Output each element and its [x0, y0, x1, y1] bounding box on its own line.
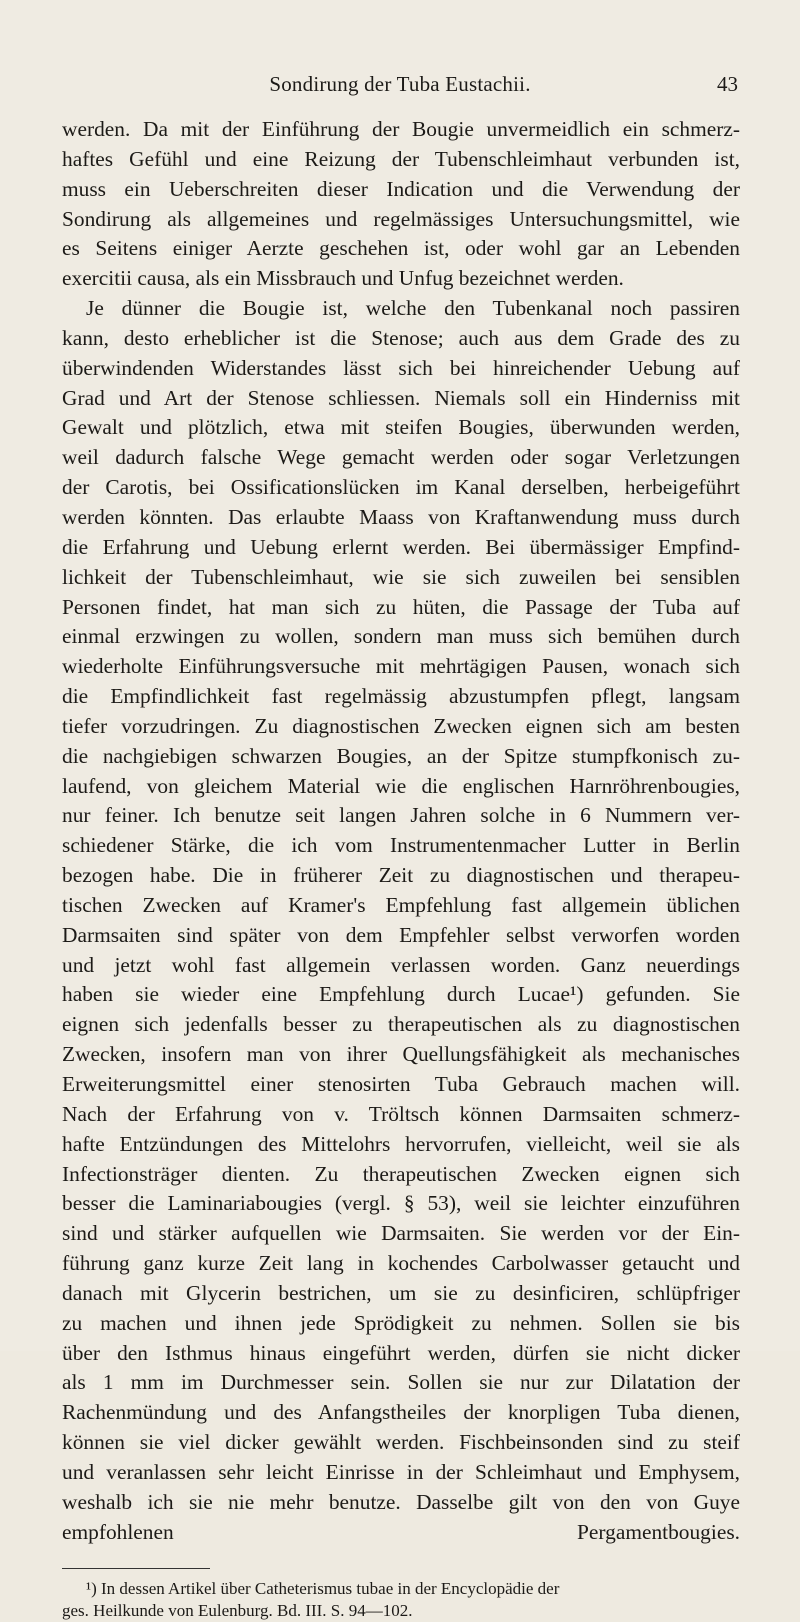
text-line: laufend, von gleichem Material wie die englischen Harnröhrenbougies, — [62, 773, 740, 798]
text-line: es Seitens einiger Aerzte geschehen ist, oder wohl gar an Lebenden — [62, 236, 740, 261]
text-line: haftes Gefühl und eine Reizung der Tubenschleimhaut verbunden ist, — [62, 146, 740, 171]
text-line: tischen Zwecken auf Kramer's Empfehlung fast allgemein üblichen — [62, 892, 740, 917]
text-line: lichkeit der Tubenschleimhaut, wie sie sich zuweilen bei sensiblen — [62, 564, 740, 589]
text-line: Personen findet, hat man sich zu hüten, die Passage der Tuba auf — [62, 594, 740, 619]
text-line: Je dünner die Bougie ist, welche den Tubenkanal noch passiren — [86, 296, 740, 321]
text-line: schiedener Stärke, die ich vom Instrumentenmacher Lutter in Berlin — [62, 833, 740, 858]
text-line: die Erfahrung und Uebung erlernt werden. Bei übermässiger Empfind- — [62, 534, 740, 559]
text-line: sind und stärker aufquellen wie Darmsaiten. Sie werden vor der Ein- — [62, 1221, 740, 1246]
text-line: zu machen und ihnen jede Sprödigkeit zu nehmen. Sollen sie bis — [62, 1310, 740, 1335]
page-number: 43 — [717, 72, 738, 96]
text-line: empfohlenen Pergamentbougies. — [62, 1519, 740, 1544]
text-line: danach mit Glycerin bestrichen, um sie zu desinficiren, schlüpfriger — [62, 1280, 740, 1305]
body-text — [62, 115, 740, 1548]
text-line: Darmsaiten sind später von dem Empfehler selbst verworfen worden — [62, 922, 740, 947]
text-line: und jetzt wohl fast allgemein verlassen worden. Ganz neuerdings — [62, 952, 740, 977]
page-header — [62, 72, 738, 104]
text-line: die nachgiebigen schwarzen Bougies, an der Spitze stumpfkonisch zu- — [62, 743, 740, 768]
text-line: kann, desto erheblicher ist die Stenose; auch aus dem Grade des zu — [62, 325, 740, 350]
text-line: exercitii causa, als ein Missbrauch und Unfug bezeichnet werden. — [62, 266, 624, 291]
text-line: werden. Da mit der Einführung der Bougie unvermeidlich ein schmerz- — [62, 117, 740, 141]
text-line: Erweiterungsmittel einer stenosirten Tuba Gebrauch machen will. — [62, 1072, 740, 1096]
text-line: hafte Entzündungen des Mittelohrs hervorrufen, vielleicht, weil sie als — [62, 1131, 740, 1156]
text-line: Zwecken, insofern man von ihrer Quellungsfähigkeit als mechanisches — [62, 1042, 740, 1067]
text-line: Infectionsträger dienten. Zu therapeutischen Zwecken eignen sich — [62, 1161, 740, 1186]
text-line: wiederholte Einführungsversuche mit mehrtägigen Pausen, wonach sich — [62, 654, 740, 679]
text-line: weshalb ich sie nie mehr benutze. Dasselbe gilt von den von Guye — [62, 1489, 740, 1514]
text-line: Rachenmündung und des Anfangstheiles der knorpligen Tuba dienen, — [62, 1400, 740, 1425]
text-line: muss ein Ueberschreiten dieser Indication und die Verwendung der — [62, 176, 740, 201]
text-line: werden könnten. Das erlaubte Maass von Kraftanwendung muss durch — [62, 504, 740, 529]
text-line: führung ganz kurze Zeit lang in kochendes Carbolwasser getaucht und — [62, 1251, 740, 1276]
text-line: Gewalt und plötzlich, etwa mit steifen Bougies, überwunden werden, — [62, 415, 740, 440]
text-line: tiefer vorzudringen. Zu diagnostischen Zwecken eignen sich am besten — [62, 713, 740, 738]
footnote-rule — [62, 1568, 210, 1569]
text-line: und veranlassen sehr leicht Einrisse in der Schleimhaut und Emphysem, — [62, 1459, 740, 1484]
text-line: einmal erzwingen zu wollen, sondern man muss sich bemühen durch — [62, 624, 740, 649]
text-line: überwindenden Widerstandes lässt sich bei hinreichender Uebung auf — [62, 355, 740, 380]
text-line: über den Isthmus hinaus eingeführt werden, dürfen sie nicht dicker — [62, 1340, 740, 1365]
text-line: Sondirung als allgemeines und regelmässiges Untersuchungsmittel, wie — [62, 206, 740, 231]
text-line: die Empfindlichkeit fast regelmässig abzustumpfen pflegt, langsam — [62, 684, 740, 709]
text-line: besser die Laminariabougies (vergl. § 53), weil sie leichter einzuführen — [62, 1191, 740, 1216]
text-line: Nach der Erfahrung von v. Tröltsch können Darmsaiten schmerz- — [62, 1101, 740, 1126]
text-line: weil dadurch falsche Wege gemacht werden oder sogar Verletzungen — [62, 445, 740, 470]
running-title: Sondirung der Tuba Eustachii. — [269, 72, 531, 96]
text-line: haben sie wieder eine Empfehlung durch Lucae¹) gefunden. Sie — [62, 982, 740, 1007]
text-line: Grad und Art der Stenose schliessen. Niemals soll ein Hinderniss mit — [62, 385, 740, 410]
text-line: eignen sich jedenfalls besser zu therapeutischen als zu diagnostischen — [62, 1012, 740, 1037]
text-line: als 1 mm im Durchmesser sein. Sollen sie nur zur Dilatation der — [62, 1370, 740, 1395]
footnote-line: ges. Heilkunde von Eulenburg. Bd. III. S. 94—102. — [62, 1600, 413, 1620]
text-line: nur feiner. Ich benutze seit langen Jahren solche in 6 Nummern ver- — [62, 803, 740, 828]
text-line: können sie viel dicker gewählt werden. Fischbeinsonden sind zu steif — [62, 1430, 740, 1455]
text-line: der Carotis, bei Ossificationslücken im Kanal derselben, herbeigeführt — [62, 475, 740, 500]
text-line: bezogen habe. Die in früherer Zeit zu diagnostischen und therapeu- — [62, 863, 740, 888]
footnote-line: ¹) In dessen Artikel über Catheterismus tubae in der Encyclopädie der — [86, 1578, 560, 1598]
footnotes — [62, 1578, 740, 1622]
